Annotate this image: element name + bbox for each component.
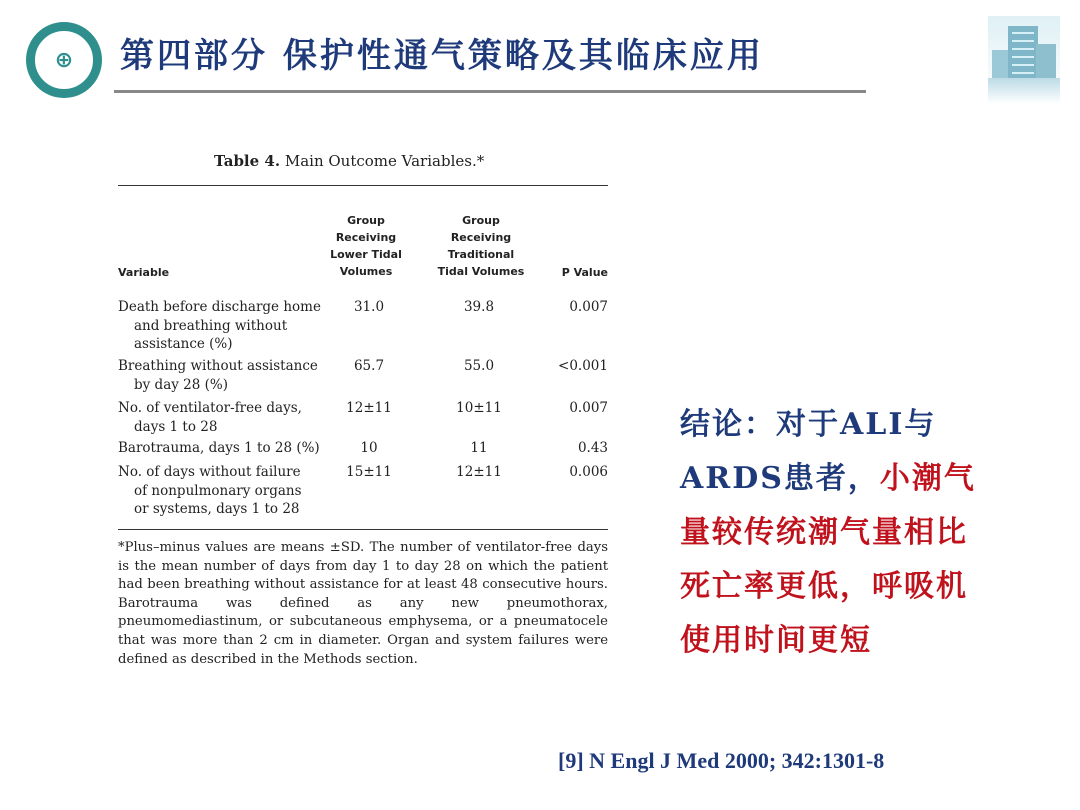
row-variable xyxy=(118,439,323,458)
col-header-lower-tidal xyxy=(318,212,414,280)
col-header-variable: Variable xyxy=(118,266,170,279)
variable-line: of nonpulmonary organs xyxy=(134,482,302,499)
value-lower: 12±11 xyxy=(346,400,392,416)
col-header-line: Volumes xyxy=(339,265,393,278)
value-lower: 65.7 xyxy=(353,358,385,374)
row-variable xyxy=(118,298,323,354)
variable-line: by day 28 (%) xyxy=(134,376,228,393)
value-traditional: 55.0 xyxy=(463,358,495,374)
variable-line: No. of days without failure xyxy=(118,464,301,480)
value-lower: 31.0 xyxy=(353,299,385,315)
building-wing-right xyxy=(1036,44,1056,78)
variable-line: No. of ventilator-free days, xyxy=(118,400,302,416)
conclusion-line xyxy=(680,452,1020,506)
col-header-traditional xyxy=(426,212,536,280)
building-tower xyxy=(1008,26,1038,78)
col-header-line: Receiving xyxy=(335,231,397,244)
value-p: 0.43 xyxy=(577,440,608,456)
reference-citation: [9] N Engl J Med 2000; 342:1301-8 xyxy=(558,748,885,773)
table-title-text: Main Outcome Variables.* xyxy=(284,152,485,170)
hospital-building-image xyxy=(988,16,1060,104)
row-variable xyxy=(118,357,323,394)
value-p: 0.007 xyxy=(569,299,608,315)
conclusion-line: 死亡率更低，呼吸机 xyxy=(680,569,968,604)
conclusion-highlight: 小潮气 xyxy=(879,461,976,496)
col-header-line: Group xyxy=(347,214,385,227)
value-traditional: 12±11 xyxy=(456,464,502,480)
variable-line: assistance (%) xyxy=(134,336,233,352)
conclusion-subject: ARDS患者， xyxy=(680,461,880,496)
variable-line: Breathing without assistance xyxy=(118,358,318,374)
col-header-line: Group xyxy=(462,214,500,227)
value-p: <0.001 xyxy=(558,358,608,374)
building-reflection xyxy=(988,78,1060,104)
slide-title: 第四部分 保护性通气策略及其临床应用 xyxy=(120,36,764,76)
logo-mark-icon: ⊕ xyxy=(54,47,74,73)
col-header-p-value: P Value xyxy=(561,266,608,279)
value-traditional: 11 xyxy=(470,440,488,456)
variable-line: Death before discharge home xyxy=(118,299,321,315)
value-p: 0.007 xyxy=(569,400,608,416)
table-top-rule xyxy=(118,185,608,186)
variable-line: and breathing without xyxy=(134,317,288,334)
conclusion-line: 结论：对于ALI与 xyxy=(680,407,937,442)
conclusion-line: 使用时间更短 xyxy=(680,623,872,658)
conclusion-text xyxy=(680,398,1020,668)
value-lower: 15±11 xyxy=(346,464,392,480)
col-header-line: Receiving xyxy=(450,231,512,244)
title-divider xyxy=(114,90,866,93)
logo-year: 1928 xyxy=(53,79,75,88)
value-p: 0.006 xyxy=(569,464,608,480)
row-variable xyxy=(118,463,323,519)
variable-line: days 1 to 28 xyxy=(134,418,218,435)
table-bottom-rule xyxy=(118,529,608,530)
value-traditional: 39.8 xyxy=(463,299,495,315)
col-header-line: Tidal Volumes xyxy=(437,265,525,278)
variable-line: Barotrauma, days 1 to 28 (%) xyxy=(118,440,320,456)
conclusion-line: 量较传统潮气量相比 xyxy=(680,515,968,550)
col-header-line: Lower Tidal xyxy=(330,248,402,261)
table-title xyxy=(214,152,484,170)
hospital-logo xyxy=(26,22,102,98)
value-lower: 10 xyxy=(360,440,378,456)
variable-line: or systems, days 1 to 28 xyxy=(134,501,300,517)
table-footnote: *Plus–minus values are means ±SD. The number of ventilator-free days is the mean number of days from day 1 to day 28 on which the patient had been breathing without assistance for at least 48 consecutive hours. Barotrauma was defined as any new pneumothorax, pneumomediastinum, or subcutaneous emphysema, or a pneumatocele that was more than 2 cm in diameter. Organ and system failures were defined as described in the Methods section. xyxy=(118,540,608,667)
col-header-line: Traditional xyxy=(447,248,515,261)
table-title-number: Table 4. xyxy=(214,152,281,170)
value-traditional: 10±11 xyxy=(456,400,502,416)
row-variable xyxy=(118,399,323,436)
